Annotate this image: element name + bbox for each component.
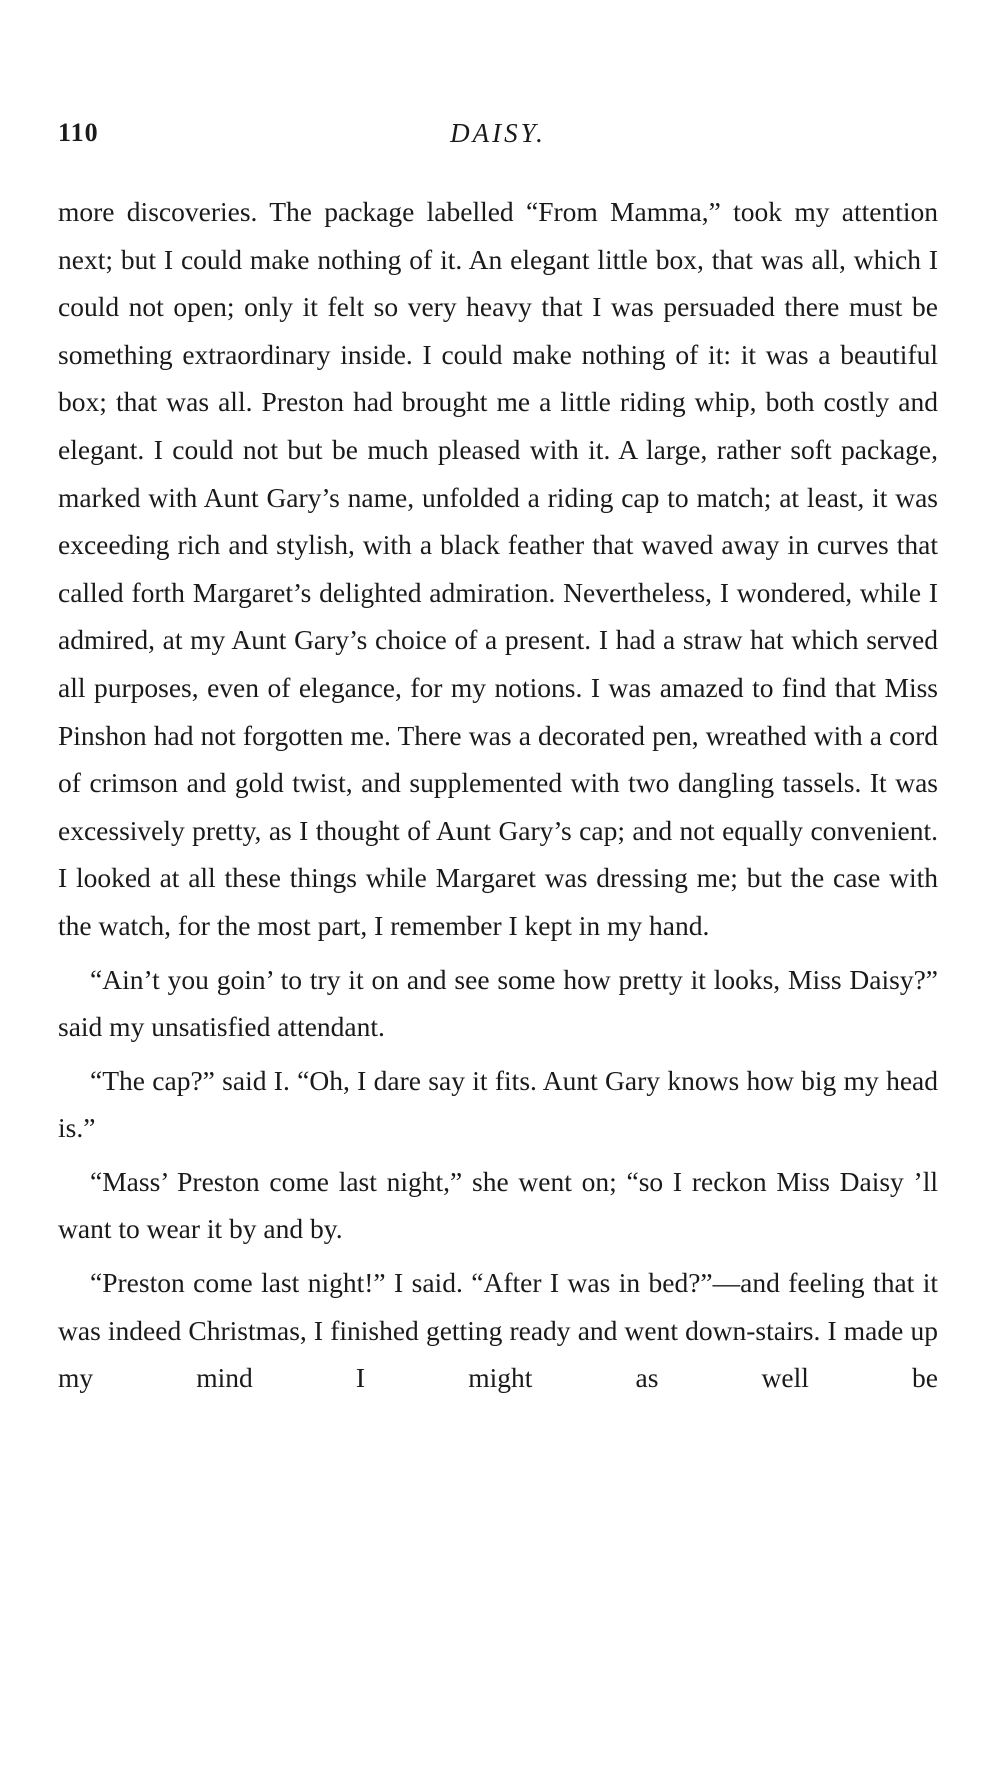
paragraph-continued: more discoveries. The package labelled “From Mamma,” took my attention next; but I could make nothing of it. An elegant little box, that was all, which I could not open; only it felt so very heavy that I was persuaded there must be something extraordinary inside. I could make nothing of it: it was a beautiful box; that was all. Preston had brought me a little riding whip, both costly and elegant. I could not but be much pleased with it. A large, rather soft package, marked with Aunt Gary’s name, unfolded a riding cap to match; at least, it was exceeding rich and stylish, with a black feather that waved away in curves that called forth Margaret’s delighted admiration. Nevertheless, I wondered, while I admired, at my Aunt Gary’s choice of a present. I had a straw hat which served all purposes, even of elegance, for my notions. I was amazed to find that Miss Pinshon had not forgotten me. There was a decorated pen, wreathed with a cord of crimson and gold twist, and supplemented with two dangling tassels. It was excessively pretty, as I thought of Aunt Gary’s cap; and not equally convenient. I looked at all these things while Margaret was dressing me; but the case with the watch, for the most part, I remember I kept in my hand. <box>58 196 938 941</box>
paragraph-dialogue-2: “The cap?” said I. “Oh, I dare say it fits. Aunt Gary knows how big my head is.” <box>58 1064 938 1144</box>
paragraph-dialogue-4: “Preston come last night!” I said. “After I was in bed?”—and feeling that it was indeed Christmas, I finished getting ready and went down-stairs. I made up my mind I might as well be <box>58 1267 938 1394</box>
running-title: DAISY. <box>450 118 546 148</box>
page-number: 110 <box>58 118 99 147</box>
paragraph-dialogue-3: “Mass’ Preston come last night,” she went on; “so I reckon Miss Daisy ’ll want to wear it by and by. <box>58 1165 938 1245</box>
paragraph-dialogue-1: “Ain’t you goin’ to try it on and see some how pretty it looks, Miss Daisy?” said my unsatisfied attendant. <box>58 963 938 1043</box>
page-header <box>58 118 938 158</box>
body-text <box>58 188 938 1402</box>
